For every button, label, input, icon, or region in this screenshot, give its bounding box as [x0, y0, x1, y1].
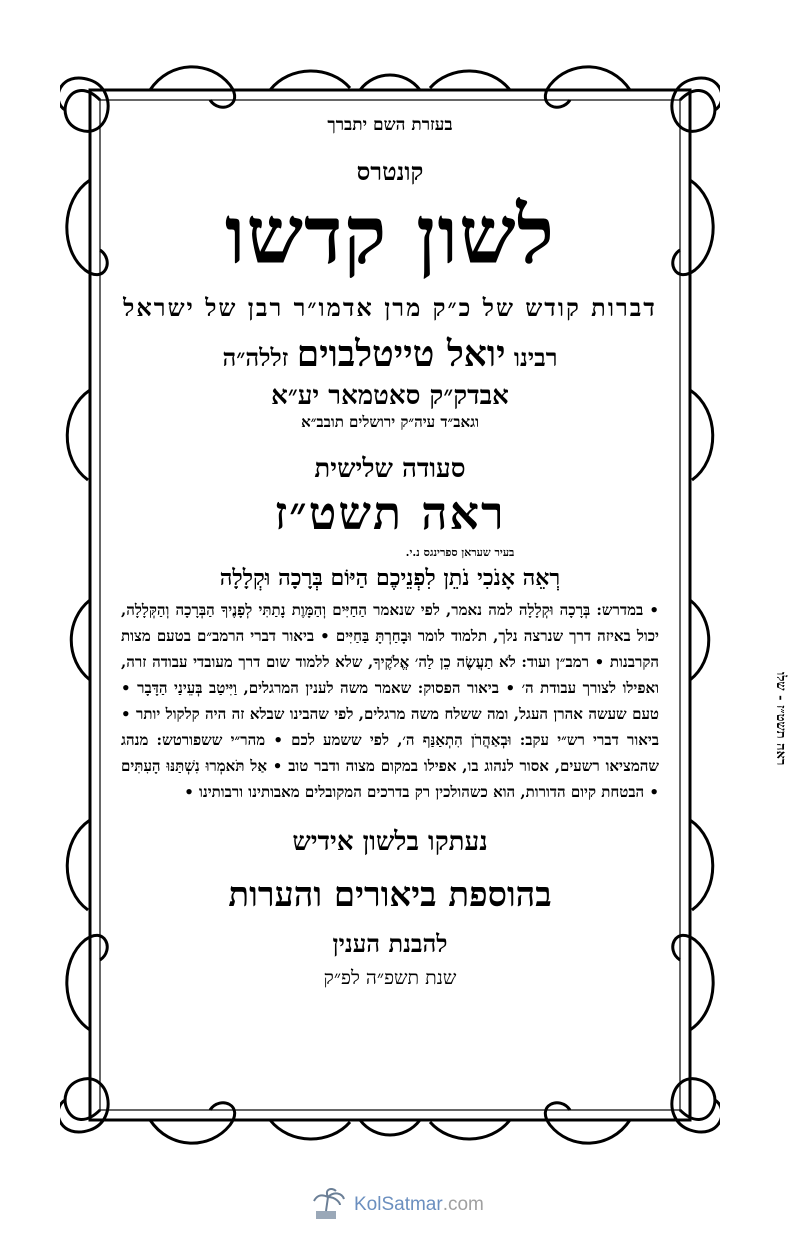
palm-tree-icon: [312, 1187, 348, 1223]
rabbi-name: יואל טייטלבוים: [296, 333, 506, 375]
logo-domain: .com: [442, 1194, 484, 1215]
logo-brand: KolSatmar: [354, 1194, 443, 1215]
contents-summary: • במדרש: בְּרָכָה וּקְלָלָה למה נאמר, לפי שנאמר הַחַיִּים וְהַמָּוֶת נָתַתִּי לְפָנֶיךָ הַבְּרָכָה וְהַקְּלָלָה, יכול באיזה דרך שנרצה נלך, תלמוד לומר וּבָחַרְתָּ בַּחַיִּים • ביאור דברי הרמב״ם בטעם מצות הקרבנות • רמב״ן ועוד: לֹא תַעֲשֶׂה כֵן לַה׳ אֱלֹקֶיךָ, שלא ללמוד שום דרך מעובדי עבודה זרה, ואפילו לצורך עבודת ה׳ • ביאור הפסוק: שאמר משה לענין המרגלים, וַיִּיטַב בְּעֵינַי הַדָּבָר • טעם שעשה אהרן העגל, ומה ששלח משה מרגלים, לפי שהבינו שבלא זה היה קלקול יותר • ביאור דברי רש״י עקב: וּבְאַהֲרֹן הִתְאַנַּף ה׳, לפי ששמע לכם • מהר״י ששפורטש: מנהג שהמציאו רשעים, אסור לנהוג בו, אפילו במקום מצוה ודבר טוב • אַל תֹּאמְרוּ נִשְׁתַּנּוּ הָעִתִּים • הבטחת קיום הדורות, הוא כשהולכין רק בדרכים המקובלים מאבותינו ורבותינו •: [121, 601, 659, 801]
kolsatmar-logo[interactable]: [312, 1185, 484, 1225]
parsha-title: ראה תשט״ז: [274, 486, 506, 540]
book-title: לשון קדשו: [224, 188, 556, 282]
kuntres-label: קונטרס: [356, 157, 424, 186]
header-blessing: בעזרת השם יתברך: [327, 115, 453, 135]
seuda-label: סעודה שלישית: [314, 454, 466, 484]
rabbi-suffix: זללה״ה: [222, 343, 289, 372]
verse-line: רְאֵה אָנֹכִי נֹתֵן לִפְנֵיכֶם הַיּוֹם בְּרָכָה וּקְלָלָה: [219, 565, 561, 591]
location-line: בעיר שעראן ספרינגס נ.י.: [405, 546, 515, 559]
rabbi-line: [115, 333, 665, 375]
additions-line: בהוספת ביאורים והערות: [228, 875, 552, 915]
year-line: שנת תשפ״ה לפ״ק: [323, 967, 457, 989]
side-label: ראה תשט״ז - שלו: [773, 671, 788, 765]
gaavad-line: וגאב״ד עיה״ק ירושלים תובב״א: [301, 413, 479, 431]
understanding-line: להבנת הענין: [332, 929, 448, 958]
abd-line: אבדק״ק סאטמאר יע״א: [271, 381, 509, 411]
title-page: [115, 110, 665, 1110]
rabbi-prefix: רבינו: [513, 343, 558, 372]
yiddish-line: נעתקו בלשון אידיש: [292, 827, 488, 857]
divrei-kodesh-line: דברות קודש של כ״ק מרן אדמו״ר רבן של ישראל: [123, 293, 657, 322]
